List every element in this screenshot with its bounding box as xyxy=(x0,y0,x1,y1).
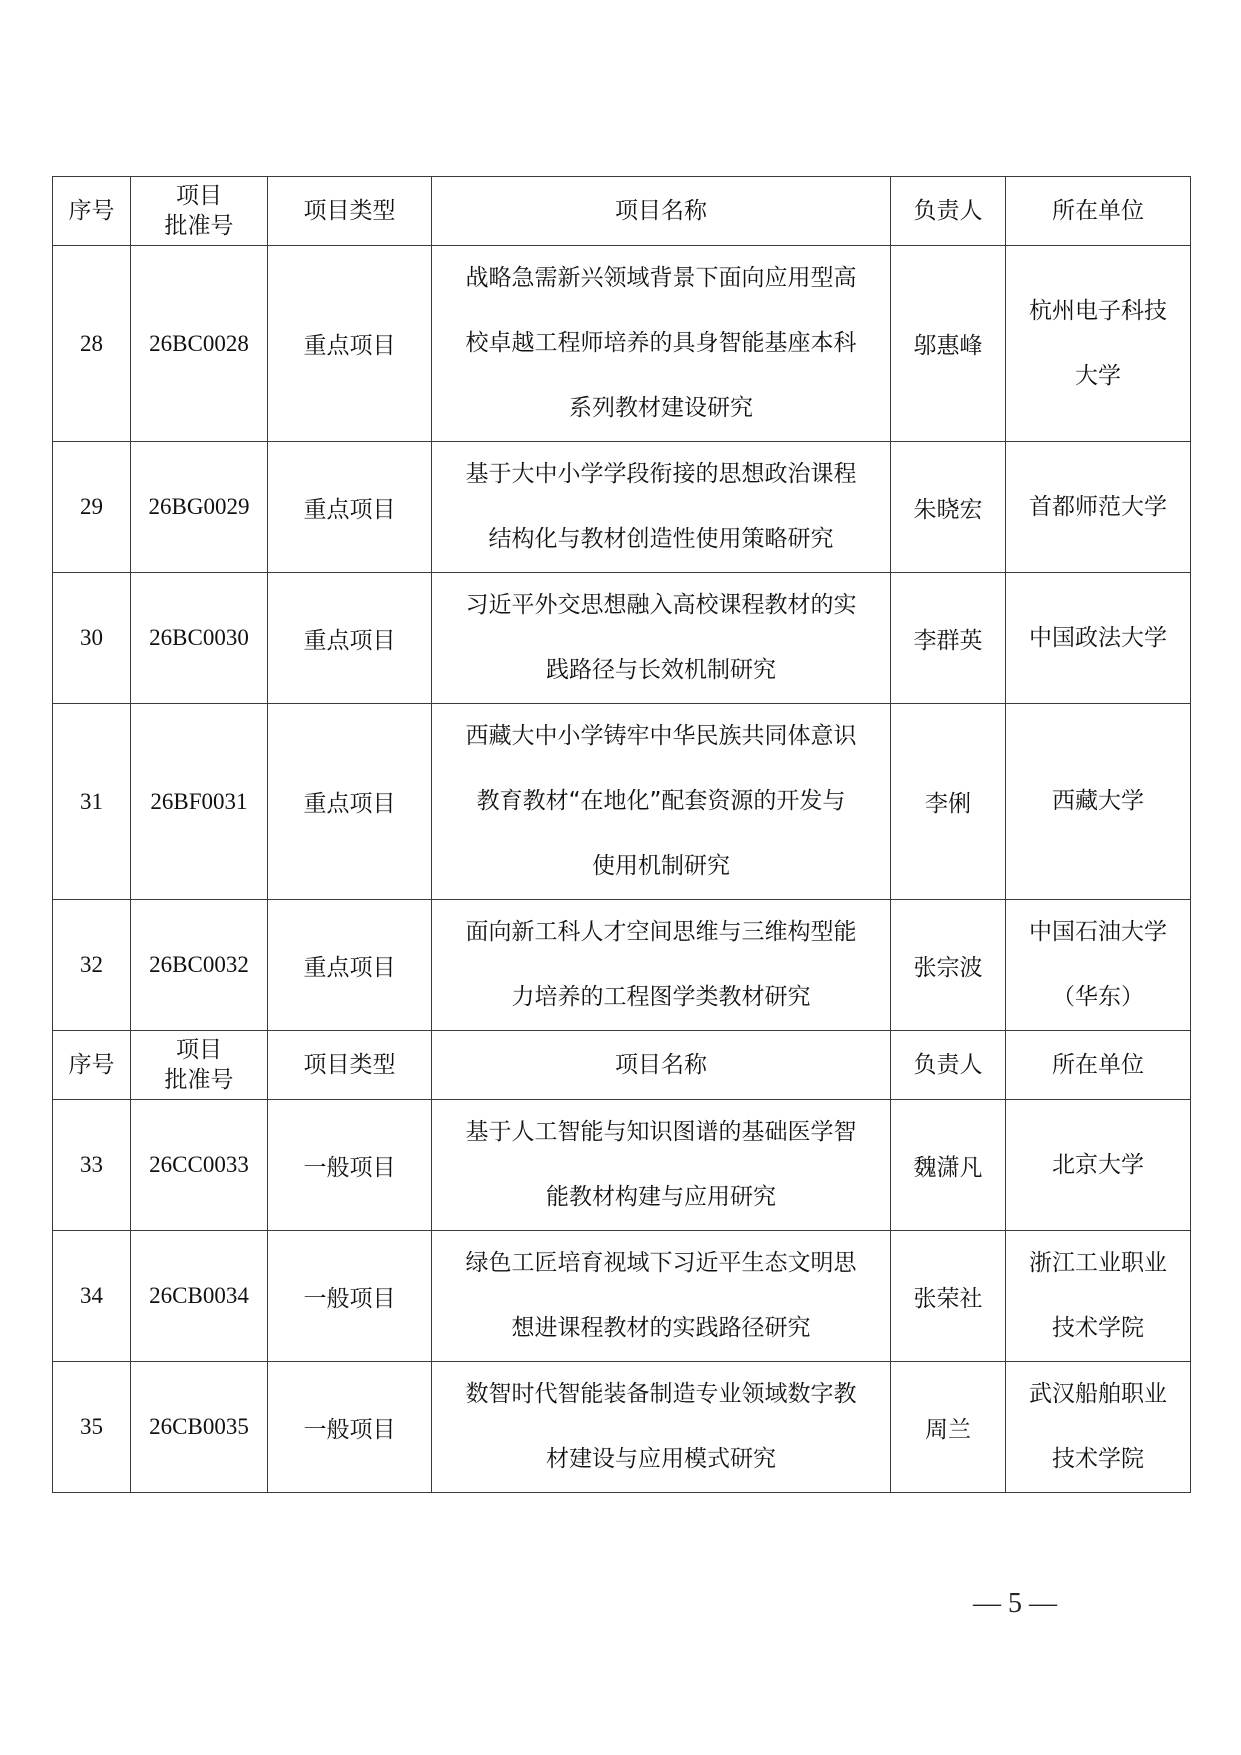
unit-line: （华东） xyxy=(1052,984,1144,1010)
row-seq: 35 xyxy=(53,1362,131,1493)
row-leader: 张宗波 xyxy=(891,900,1006,1031)
row-project-name xyxy=(432,246,891,442)
row-leader: 张荣社 xyxy=(891,1231,1006,1362)
table-row xyxy=(53,1231,1191,1362)
row-project-type: 重点项目 xyxy=(268,704,432,900)
row-unit xyxy=(1006,442,1191,573)
project-name-line: 能教材构建与应用研究 xyxy=(546,1184,776,1210)
row-project-type: 重点项目 xyxy=(268,573,432,704)
row-unit xyxy=(1006,246,1191,442)
row-approval-number: 26CB0034 xyxy=(131,1231,268,1362)
header-approval-line2: 批准号 xyxy=(164,213,234,239)
row-project-name xyxy=(432,573,891,704)
table-row xyxy=(53,573,1191,704)
row-leader: 周兰 xyxy=(891,1362,1006,1493)
row-seq: 30 xyxy=(53,573,131,704)
row-approval-number: 26CB0035 xyxy=(131,1362,268,1493)
header-seq: 序号 xyxy=(53,177,131,246)
header-approval-number xyxy=(131,177,268,246)
row-unit xyxy=(1006,900,1191,1031)
unit-line: 技术学院 xyxy=(1052,1446,1144,1472)
header-name: 项目名称 xyxy=(432,1031,891,1100)
unit-line: 浙江工业职业 xyxy=(1029,1250,1167,1276)
header-type: 项目类型 xyxy=(268,177,432,246)
row-approval-number: 26BC0028 xyxy=(131,246,268,442)
row-unit xyxy=(1006,573,1191,704)
project-name-line: 面向新工科人才空间思维与三维构型能 xyxy=(465,919,857,945)
project-name-line: 西藏大中小学铸牢中华民族共同体意识 xyxy=(465,723,857,749)
table-row xyxy=(53,442,1191,573)
project-name-line: 结构化与教材创造性使用策略研究 xyxy=(488,526,834,552)
unit-line: 中国石油大学 xyxy=(1029,919,1167,945)
project-name-line: 系列教材建设研究 xyxy=(569,395,753,421)
project-name-line: 教育教材“在地化”配套资源的开发与 xyxy=(476,788,846,814)
row-leader: 魏潇凡 xyxy=(891,1100,1006,1231)
row-seq: 29 xyxy=(53,442,131,573)
row-project-type: 重点项目 xyxy=(268,900,432,1031)
table-header-row-repeat xyxy=(53,1031,1191,1100)
row-leader: 邬惠峰 xyxy=(891,246,1006,442)
row-seq: 33 xyxy=(53,1100,131,1231)
project-name-line: 使用机制研究 xyxy=(592,853,730,879)
row-approval-number: 26CC0033 xyxy=(131,1100,268,1231)
header-name: 项目名称 xyxy=(432,177,891,246)
row-leader: 李群英 xyxy=(891,573,1006,704)
project-name-line: 校卓越工程师培养的具身智能基座本科 xyxy=(465,330,857,356)
header-approval-line1: 项目 xyxy=(176,1037,222,1063)
project-name-line: 想进课程教材的实践路径研究 xyxy=(511,1315,811,1341)
row-unit xyxy=(1006,704,1191,900)
page-number: — 5 — xyxy=(973,1588,1057,1619)
header-type: 项目类型 xyxy=(268,1031,432,1100)
table-row xyxy=(53,1362,1191,1493)
row-seq: 32 xyxy=(53,900,131,1031)
table-row xyxy=(53,704,1191,900)
unit-line: 技术学院 xyxy=(1052,1315,1144,1341)
row-project-type: 一般项目 xyxy=(268,1100,432,1231)
header-unit: 所在单位 xyxy=(1006,177,1191,246)
row-project-type: 重点项目 xyxy=(268,442,432,573)
table-row xyxy=(53,246,1191,442)
row-leader: 李俐 xyxy=(891,704,1006,900)
header-unit: 所在单位 xyxy=(1006,1031,1191,1100)
header-leader: 负责人 xyxy=(891,177,1006,246)
unit-line: 北京大学 xyxy=(1052,1151,1144,1178)
row-project-name xyxy=(432,900,891,1031)
project-name-line: 战略急需新兴领域背景下面向应用型高 xyxy=(465,265,857,291)
row-project-name xyxy=(432,1231,891,1362)
project-name-line: 践路径与长效机制研究 xyxy=(546,657,776,683)
row-project-name xyxy=(432,442,891,573)
header-seq: 序号 xyxy=(53,1031,131,1100)
row-approval-number: 26BG0029 xyxy=(131,442,268,573)
project-name-line: 力培养的工程图学类教材研究 xyxy=(511,984,811,1010)
unit-line: 武汉船舶职业 xyxy=(1029,1381,1167,1407)
row-unit xyxy=(1006,1100,1191,1231)
header-approval-line2: 批准号 xyxy=(164,1067,234,1093)
project-name-line: 绿色工匠培育视域下习近平生态文明思 xyxy=(465,1250,857,1276)
project-name-line: 数智时代智能装备制造专业领域数字教 xyxy=(465,1381,857,1407)
unit-line: 首都师范大学 xyxy=(1029,493,1167,520)
unit-line: 西藏大学 xyxy=(1052,788,1144,814)
unit-line: 杭州电子科技 xyxy=(1029,297,1167,324)
project-name-line: 基于人工智能与知识图谱的基础医学智 xyxy=(465,1119,857,1145)
row-project-name xyxy=(432,1100,891,1231)
row-project-name xyxy=(432,1362,891,1493)
row-unit xyxy=(1006,1362,1191,1493)
row-seq: 34 xyxy=(53,1231,131,1362)
row-unit xyxy=(1006,1231,1191,1362)
unit-line: 中国政法大学 xyxy=(1029,624,1167,651)
table-row xyxy=(53,900,1191,1031)
project-name-line: 习近平外交思想融入高校课程教材的实 xyxy=(465,592,857,618)
header-approval-number xyxy=(131,1031,268,1100)
row-leader: 朱晓宏 xyxy=(891,442,1006,573)
table-row xyxy=(53,1100,1191,1231)
header-leader: 负责人 xyxy=(891,1031,1006,1100)
row-project-type: 重点项目 xyxy=(268,246,432,442)
row-project-name xyxy=(432,704,891,900)
project-name-line: 基于大中小学学段衔接的思想政治课程 xyxy=(465,461,857,487)
unit-line: 大学 xyxy=(1075,362,1121,389)
project-name-line: 材建设与应用模式研究 xyxy=(546,1446,776,1472)
header-approval-line1: 项目 xyxy=(176,183,222,209)
row-approval-number: 26BC0030 xyxy=(131,573,268,704)
table-header-row xyxy=(53,177,1191,246)
row-project-type: 一般项目 xyxy=(268,1231,432,1362)
row-seq: 28 xyxy=(53,246,131,442)
row-project-type: 一般项目 xyxy=(268,1362,432,1493)
project-table xyxy=(52,176,1191,1493)
row-approval-number: 26BF0031 xyxy=(131,704,268,900)
row-approval-number: 26BC0032 xyxy=(131,900,268,1031)
row-seq: 31 xyxy=(53,704,131,900)
